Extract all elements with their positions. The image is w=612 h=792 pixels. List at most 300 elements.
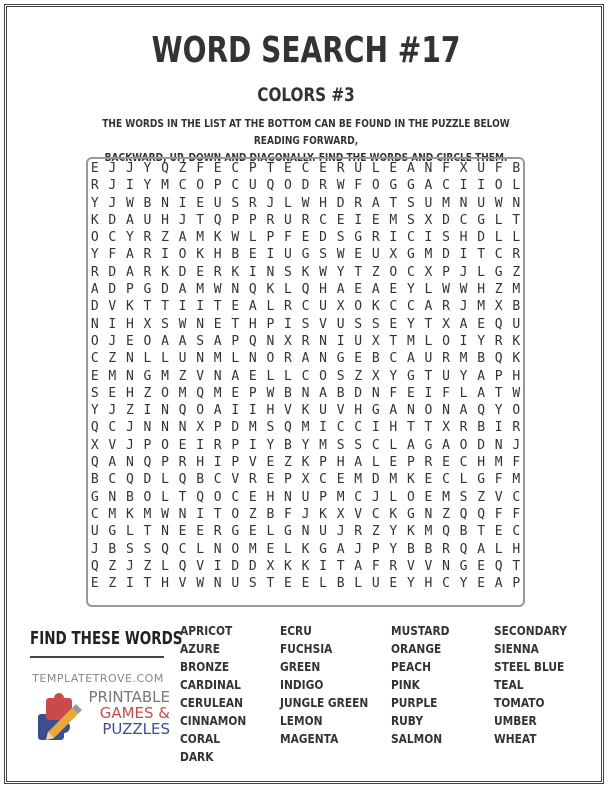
grid-letter[interactable]: U bbox=[301, 489, 310, 505]
grid-letter[interactable]: W bbox=[178, 316, 187, 332]
grid-letter[interactable]: F bbox=[108, 247, 117, 263]
grid-letter[interactable]: H bbox=[161, 576, 169, 592]
grid-letter[interactable]: E bbox=[178, 437, 187, 453]
grid-letter[interactable]: I bbox=[196, 506, 205, 522]
grid-letter[interactable]: O bbox=[442, 333, 450, 349]
grid-letter[interactable]: L bbox=[231, 351, 240, 367]
grid-letter[interactable]: X bbox=[90, 437, 99, 453]
grid-letter[interactable]: A bbox=[459, 316, 468, 332]
grid-letter[interactable]: N bbox=[319, 333, 327, 349]
grid-letter[interactable]: K bbox=[371, 299, 380, 315]
grid-letter[interactable]: C bbox=[406, 299, 415, 315]
grid-letter[interactable]: C bbox=[301, 161, 310, 176]
grid-letter[interactable]: F bbox=[442, 161, 450, 176]
grid-letter[interactable]: C bbox=[512, 489, 521, 505]
grid-letter[interactable]: H bbox=[213, 247, 222, 263]
grid-letter[interactable]: G bbox=[371, 403, 380, 419]
grid-letter[interactable]: S bbox=[284, 264, 292, 280]
grid-letter[interactable]: R bbox=[389, 558, 398, 574]
grid-letter[interactable]: E bbox=[301, 576, 310, 592]
grid-letter[interactable]: A bbox=[213, 403, 222, 419]
grid-letter[interactable]: N bbox=[161, 195, 169, 211]
grid-letter[interactable]: E bbox=[354, 247, 363, 263]
grid-letter[interactable]: A bbox=[477, 385, 486, 401]
grid-letter[interactable]: I bbox=[178, 195, 187, 211]
grid-letter[interactable]: B bbox=[406, 541, 415, 557]
grid-letter[interactable]: O bbox=[196, 178, 205, 194]
grid-letter[interactable]: J bbox=[354, 541, 363, 557]
grid-letter[interactable]: A bbox=[90, 282, 99, 298]
grid-letter[interactable]: M bbox=[143, 506, 152, 522]
grid-letter[interactable]: R bbox=[442, 351, 450, 367]
grid-letter[interactable]: V bbox=[196, 368, 205, 384]
grid-letter[interactable]: B bbox=[284, 437, 292, 453]
grid-letter[interactable]: C bbox=[354, 489, 363, 505]
grid-letter[interactable]: J bbox=[125, 558, 134, 574]
grid-letter[interactable]: L bbox=[125, 524, 134, 540]
grid-letter[interactable]: O bbox=[512, 403, 521, 419]
grid-letter[interactable]: U bbox=[512, 316, 521, 332]
grid-letter[interactable]: R bbox=[354, 524, 363, 540]
grid-letter[interactable]: Y bbox=[494, 403, 503, 419]
grid-letter[interactable]: X bbox=[371, 368, 380, 384]
grid-letter[interactable]: U bbox=[90, 524, 99, 540]
grid-letter[interactable]: D bbox=[477, 230, 486, 246]
grid-letter[interactable]: V bbox=[424, 558, 433, 574]
grid-letter[interactable]: C bbox=[108, 230, 117, 246]
grid-letter[interactable]: B bbox=[108, 541, 117, 557]
grid-letter[interactable]: K bbox=[319, 506, 327, 522]
grid-letter[interactable]: E bbox=[319, 161, 327, 176]
grid-letter[interactable]: D bbox=[248, 558, 257, 574]
grid-letter[interactable]: P bbox=[125, 282, 134, 298]
grid-letter[interactable]: C bbox=[231, 178, 240, 194]
grid-letter[interactable]: I bbox=[248, 403, 257, 419]
grid-letter[interactable]: P bbox=[213, 178, 222, 194]
grid-letter[interactable]: S bbox=[354, 437, 363, 453]
grid-letter[interactable]: Q bbox=[248, 333, 257, 349]
grid-letter[interactable]: B bbox=[477, 420, 486, 436]
grid-letter[interactable]: Z bbox=[161, 230, 169, 246]
grid-letter[interactable]: E bbox=[108, 385, 117, 401]
grid-letter[interactable]: E bbox=[248, 368, 257, 384]
grid-letter[interactable]: Q bbox=[477, 506, 486, 522]
grid-letter[interactable]: W bbox=[213, 282, 222, 298]
grid-letter[interactable]: L bbox=[284, 541, 292, 557]
grid-letter[interactable]: F bbox=[284, 506, 292, 522]
grid-letter[interactable]: I bbox=[459, 247, 468, 263]
grid-letter[interactable]: D bbox=[143, 472, 152, 488]
grid-letter[interactable]: E bbox=[389, 316, 398, 332]
grid-letter[interactable]: D bbox=[108, 264, 117, 280]
grid-letter[interactable]: R bbox=[354, 195, 363, 211]
grid-letter[interactable]: T bbox=[512, 212, 521, 228]
grid-letter[interactable]: J bbox=[108, 333, 117, 349]
grid-letter[interactable]: A bbox=[161, 333, 169, 349]
grid-letter[interactable]: E bbox=[336, 472, 345, 488]
grid-letter[interactable]: O bbox=[196, 403, 205, 419]
grid-letter[interactable]: X bbox=[442, 420, 450, 436]
grid-letter[interactable]: H bbox=[354, 403, 363, 419]
grid-letter[interactable]: H bbox=[196, 455, 205, 471]
grid-letter[interactable]: C bbox=[90, 506, 99, 522]
grid-letter[interactable]: U bbox=[231, 576, 240, 592]
grid-letter[interactable]: Z bbox=[108, 351, 117, 367]
grid-letter[interactable]: E bbox=[178, 524, 187, 540]
grid-letter[interactable]: R bbox=[371, 230, 380, 246]
grid-letter[interactable]: A bbox=[494, 576, 503, 592]
grid-letter[interactable]: S bbox=[161, 316, 169, 332]
grid-letter[interactable]: M bbox=[196, 282, 205, 298]
grid-letter[interactable]: K bbox=[301, 264, 310, 280]
grid-letter[interactable]: E bbox=[266, 541, 275, 557]
grid-letter[interactable]: Q bbox=[90, 420, 99, 436]
grid-letter[interactable]: V bbox=[284, 403, 292, 419]
grid-letter[interactable]: K bbox=[125, 506, 134, 522]
grid-letter[interactable]: Q bbox=[143, 455, 152, 471]
grid-letter[interactable]: I bbox=[459, 178, 468, 194]
grid-letter[interactable]: J bbox=[266, 195, 275, 211]
grid-letter[interactable]: U bbox=[248, 178, 257, 194]
grid-letter[interactable]: D bbox=[108, 212, 117, 228]
grid-letter[interactable]: H bbox=[266, 489, 275, 505]
grid-letter[interactable]: M bbox=[477, 299, 486, 315]
grid-letter[interactable]: R bbox=[494, 333, 503, 349]
grid-letter[interactable]: E bbox=[125, 333, 134, 349]
grid-letter[interactable]: R bbox=[442, 541, 450, 557]
grid-letter[interactable]: J bbox=[125, 437, 134, 453]
grid-letter[interactable]: L bbox=[371, 455, 380, 471]
grid-letter[interactable]: I bbox=[248, 437, 257, 453]
grid-letter[interactable]: W bbox=[266, 385, 275, 401]
grid-letter[interactable]: G bbox=[354, 230, 363, 246]
grid-letter[interactable]: P bbox=[231, 437, 240, 453]
grid-letter[interactable]: G bbox=[319, 541, 327, 557]
grid-letter[interactable]: P bbox=[213, 420, 222, 436]
grid-letter[interactable]: Y bbox=[301, 437, 310, 453]
grid-letter[interactable]: T bbox=[196, 212, 205, 228]
grid-letter[interactable]: R bbox=[178, 455, 187, 471]
grid-letter[interactable]: Q bbox=[477, 403, 486, 419]
grid-letter[interactable]: G bbox=[424, 437, 433, 453]
grid-letter[interactable]: C bbox=[459, 455, 468, 471]
grid-letter[interactable]: Z bbox=[143, 558, 152, 574]
grid-letter[interactable]: T bbox=[266, 576, 275, 592]
grid-letter[interactable]: S bbox=[319, 247, 327, 263]
grid-letter[interactable]: I bbox=[125, 178, 134, 194]
grid-letter[interactable]: T bbox=[143, 524, 152, 540]
grid-letter[interactable]: Q bbox=[213, 212, 222, 228]
grid-letter[interactable]: C bbox=[336, 420, 345, 436]
grid-letter[interactable]: R bbox=[213, 264, 222, 280]
grid-letter[interactable]: W bbox=[336, 178, 345, 194]
grid-letter[interactable]: L bbox=[161, 472, 169, 488]
grid-letter[interactable]: N bbox=[178, 420, 187, 436]
grid-letter[interactable]: R bbox=[459, 420, 468, 436]
grid-letter[interactable]: V bbox=[231, 472, 240, 488]
grid-letter[interactable]: R bbox=[248, 195, 257, 211]
grid-letter[interactable]: R bbox=[512, 247, 521, 263]
grid-letter[interactable]: U bbox=[424, 195, 433, 211]
grid-letter[interactable]: J bbox=[371, 489, 380, 505]
grid-letter[interactable]: D bbox=[442, 247, 450, 263]
grid-letter[interactable]: P bbox=[319, 455, 327, 471]
grid-letter[interactable]: N bbox=[371, 385, 380, 401]
grid-letter[interactable]: O bbox=[319, 368, 327, 384]
grid-letter[interactable]: G bbox=[389, 178, 398, 194]
grid-letter[interactable]: K bbox=[301, 455, 310, 471]
grid-letter[interactable]: N bbox=[125, 368, 134, 384]
grid-letter[interactable]: G bbox=[108, 524, 117, 540]
grid-letter[interactable]: J bbox=[125, 420, 134, 436]
grid-letter[interactable]: U bbox=[284, 212, 292, 228]
grid-letter[interactable]: O bbox=[90, 230, 99, 246]
grid-letter[interactable]: L bbox=[459, 472, 468, 488]
grid-letter[interactable]: N bbox=[213, 576, 222, 592]
grid-letter[interactable]: G bbox=[494, 264, 503, 280]
grid-letter[interactable]: Z bbox=[354, 368, 363, 384]
grid-letter[interactable]: B bbox=[459, 524, 468, 540]
grid-letter[interactable]: Y bbox=[406, 282, 415, 298]
grid-letter[interactable]: G bbox=[336, 351, 345, 367]
grid-letter[interactable]: L bbox=[266, 299, 275, 315]
grid-letter[interactable]: E bbox=[284, 161, 292, 176]
grid-letter[interactable]: G bbox=[477, 472, 486, 488]
grid-letter[interactable]: F bbox=[284, 230, 292, 246]
grid-letter[interactable]: M bbox=[108, 506, 117, 522]
grid-letter[interactable]: Z bbox=[143, 385, 152, 401]
grid-letter[interactable]: A bbox=[178, 230, 187, 246]
grid-letter[interactable]: U bbox=[442, 368, 450, 384]
grid-letter[interactable]: Z bbox=[371, 264, 380, 280]
grid-letter[interactable]: R bbox=[143, 230, 152, 246]
grid-letter[interactable]: I bbox=[196, 437, 205, 453]
grid-letter[interactable]: L bbox=[459, 385, 468, 401]
grid-letter[interactable]: S bbox=[406, 212, 415, 228]
grid-letter[interactable]: S bbox=[248, 576, 257, 592]
grid-letter[interactable]: X bbox=[424, 264, 433, 280]
grid-letter[interactable]: N bbox=[161, 420, 169, 436]
grid-letter[interactable]: D bbox=[477, 437, 486, 453]
grid-letter[interactable]: E bbox=[477, 576, 486, 592]
grid-letter[interactable]: U bbox=[143, 212, 152, 228]
grid-letter[interactable]: M bbox=[196, 230, 205, 246]
grid-letter[interactable]: Q bbox=[284, 420, 292, 436]
grid-letter[interactable]: T bbox=[213, 299, 222, 315]
grid-letter[interactable]: Q bbox=[196, 489, 205, 505]
grid-letter[interactable]: K bbox=[301, 403, 310, 419]
grid-letter[interactable]: Y bbox=[143, 161, 152, 176]
grid-letter[interactable]: Z bbox=[371, 524, 380, 540]
grid-letter[interactable]: Z bbox=[477, 489, 486, 505]
grid-letter[interactable]: R bbox=[284, 351, 292, 367]
grid-letter[interactable]: E bbox=[424, 489, 433, 505]
grid-letter[interactable]: E bbox=[248, 247, 257, 263]
grid-letter[interactable]: M bbox=[178, 385, 187, 401]
grid-letter[interactable]: E bbox=[389, 161, 398, 176]
grid-letter[interactable]: Z bbox=[284, 455, 292, 471]
grid-letter[interactable]: T bbox=[161, 299, 169, 315]
grid-letter[interactable]: X bbox=[301, 472, 310, 488]
grid-letter[interactable]: N bbox=[319, 351, 327, 367]
grid-letter[interactable]: U bbox=[319, 524, 327, 540]
grid-letter[interactable]: C bbox=[301, 368, 310, 384]
grid-letter[interactable]: L bbox=[161, 489, 169, 505]
grid-letter[interactable]: S bbox=[371, 316, 380, 332]
grid-letter[interactable]: M bbox=[406, 333, 415, 349]
grid-letter[interactable]: B bbox=[512, 299, 521, 315]
grid-letter[interactable]: C bbox=[406, 264, 415, 280]
grid-letter[interactable]: X bbox=[336, 299, 345, 315]
grid-letter[interactable]: K bbox=[284, 558, 292, 574]
grid-letter[interactable]: A bbox=[477, 541, 486, 557]
grid-letter[interactable]: A bbox=[301, 351, 310, 367]
grid-letter[interactable]: T bbox=[143, 299, 152, 315]
grid-letter[interactable]: F bbox=[196, 161, 205, 176]
grid-letter[interactable]: C bbox=[442, 472, 450, 488]
grid-letter[interactable]: D bbox=[90, 299, 99, 315]
grid-letter[interactable]: C bbox=[213, 472, 222, 488]
grid-letter[interactable]: M bbox=[424, 247, 433, 263]
grid-letter[interactable]: N bbox=[406, 403, 415, 419]
grid-letter[interactable]: H bbox=[336, 455, 345, 471]
grid-letter[interactable]: M bbox=[248, 420, 257, 436]
grid-letter[interactable]: F bbox=[512, 455, 521, 471]
grid-letter[interactable]: L bbox=[389, 437, 398, 453]
grid-letter[interactable]: I bbox=[424, 385, 433, 401]
grid-letter[interactable]: P bbox=[161, 455, 169, 471]
grid-letter[interactable]: E bbox=[196, 195, 205, 211]
grid-letter[interactable]: I bbox=[161, 247, 169, 263]
grid-letter[interactable]: F bbox=[494, 506, 503, 522]
grid-letter[interactable]: D bbox=[231, 558, 240, 574]
grid-letter[interactable]: L bbox=[494, 541, 503, 557]
grid-letter[interactable]: J bbox=[108, 403, 117, 419]
grid-letter[interactable]: E bbox=[196, 264, 205, 280]
grid-letter[interactable]: I bbox=[125, 576, 134, 592]
grid-letter[interactable]: C bbox=[459, 212, 468, 228]
grid-letter[interactable]: T bbox=[389, 333, 398, 349]
grid-letter[interactable]: E bbox=[354, 351, 363, 367]
grid-letter[interactable]: Y bbox=[406, 576, 415, 592]
grid-letter[interactable]: T bbox=[424, 316, 433, 332]
grid-letter[interactable]: Z bbox=[108, 576, 117, 592]
grid-letter[interactable]: G bbox=[90, 489, 99, 505]
grid-letter[interactable]: N bbox=[442, 558, 450, 574]
grid-letter[interactable]: T bbox=[354, 264, 363, 280]
grid-letter[interactable]: M bbox=[213, 385, 222, 401]
grid-letter[interactable]: Y bbox=[459, 368, 468, 384]
grid-letter[interactable]: L bbox=[494, 230, 503, 246]
grid-letter[interactable]: Z bbox=[125, 403, 134, 419]
grid-letter[interactable]: D bbox=[108, 282, 117, 298]
grid-letter[interactable]: L bbox=[266, 524, 275, 540]
grid-letter[interactable]: J bbox=[125, 161, 134, 176]
grid-letter[interactable]: N bbox=[213, 368, 222, 384]
grid-letter[interactable]: I bbox=[424, 230, 433, 246]
grid-letter[interactable]: Y bbox=[389, 368, 398, 384]
grid-letter[interactable]: N bbox=[178, 506, 187, 522]
grid-letter[interactable]: C bbox=[371, 506, 380, 522]
grid-letter[interactable]: N bbox=[125, 455, 134, 471]
grid-letter[interactable]: E bbox=[196, 524, 205, 540]
grid-letter[interactable]: L bbox=[266, 368, 275, 384]
grid-letter[interactable]: T bbox=[266, 161, 275, 176]
grid-letter[interactable]: H bbox=[319, 195, 327, 211]
grid-letter[interactable]: A bbox=[248, 299, 257, 315]
grid-letter[interactable]: C bbox=[442, 576, 450, 592]
grid-letter[interactable]: E bbox=[213, 161, 222, 176]
grid-letter[interactable]: V bbox=[108, 299, 117, 315]
grid-letter[interactable]: U bbox=[178, 351, 187, 367]
grid-letter[interactable]: V bbox=[354, 506, 363, 522]
grid-letter[interactable]: I bbox=[213, 455, 222, 471]
grid-letter[interactable]: G bbox=[231, 524, 240, 540]
grid-letter[interactable]: I bbox=[336, 333, 345, 349]
grid-letter[interactable]: N bbox=[266, 264, 275, 280]
grid-letter[interactable]: J bbox=[512, 437, 521, 453]
grid-letter[interactable]: H bbox=[389, 420, 398, 436]
grid-letter[interactable]: O bbox=[161, 385, 169, 401]
grid-letter[interactable]: W bbox=[512, 385, 521, 401]
grid-letter[interactable]: C bbox=[371, 437, 380, 453]
grid-letter[interactable]: Q bbox=[459, 541, 468, 557]
grid-letter[interactable]: T bbox=[424, 420, 433, 436]
grid-letter[interactable]: Q bbox=[161, 161, 169, 176]
grid-letter[interactable]: E bbox=[266, 472, 275, 488]
grid-letter[interactable]: T bbox=[389, 195, 398, 211]
grid-letter[interactable]: I bbox=[319, 558, 327, 574]
grid-letter[interactable]: P bbox=[442, 264, 450, 280]
grid-letter[interactable]: I bbox=[178, 299, 187, 315]
grid-letter[interactable]: E bbox=[266, 455, 275, 471]
grid-letter[interactable]: Z bbox=[512, 264, 521, 280]
grid-letter[interactable]: Y bbox=[90, 403, 99, 419]
grid-letter[interactable]: U bbox=[319, 403, 327, 419]
grid-letter[interactable]: M bbox=[319, 437, 327, 453]
grid-letter[interactable]: D bbox=[301, 178, 310, 194]
grid-letter[interactable]: O bbox=[231, 541, 240, 557]
grid-letter[interactable]: P bbox=[266, 230, 275, 246]
grid-letter[interactable]: C bbox=[512, 524, 521, 540]
grid-letter[interactable]: F bbox=[442, 385, 450, 401]
grid-letter[interactable]: E bbox=[284, 576, 292, 592]
grid-letter[interactable]: Y bbox=[90, 247, 99, 263]
grid-letter[interactable]: S bbox=[231, 195, 240, 211]
grid-letter[interactable]: S bbox=[442, 230, 450, 246]
grid-letter[interactable]: E bbox=[90, 368, 99, 384]
grid-letter[interactable]: O bbox=[389, 264, 398, 280]
grid-letter[interactable]: A bbox=[424, 178, 433, 194]
grid-letter[interactable]: O bbox=[354, 299, 363, 315]
grid-letter[interactable]: J bbox=[90, 541, 99, 557]
grid-letter[interactable]: A bbox=[336, 282, 345, 298]
grid-letter[interactable]: H bbox=[512, 368, 521, 384]
grid-letter[interactable]: I bbox=[319, 420, 327, 436]
grid-letter[interactable]: W bbox=[336, 247, 345, 263]
grid-letter[interactable]: S bbox=[354, 316, 363, 332]
grid-letter[interactable]: Y bbox=[336, 264, 345, 280]
grid-letter[interactable]: R bbox=[213, 437, 222, 453]
grid-letter[interactable]: A bbox=[125, 264, 134, 280]
grid-letter[interactable]: R bbox=[336, 161, 345, 176]
grid-letter[interactable]: P bbox=[248, 212, 257, 228]
grid-letter[interactable]: I bbox=[371, 420, 380, 436]
grid-letter[interactable]: V bbox=[406, 558, 415, 574]
grid-letter[interactable]: D bbox=[231, 420, 240, 436]
grid-letter[interactable]: I bbox=[231, 403, 240, 419]
grid-letter[interactable]: U bbox=[371, 576, 380, 592]
